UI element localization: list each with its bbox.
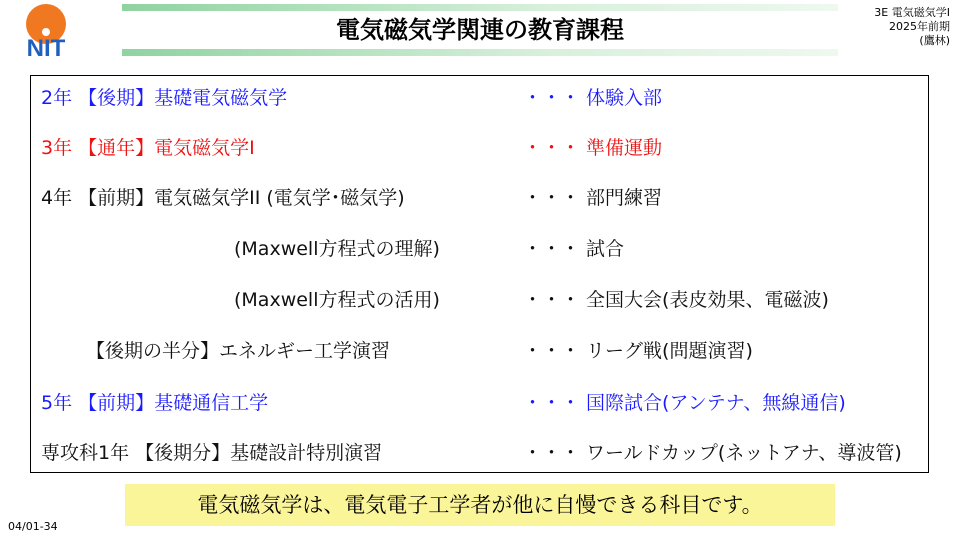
curriculum-row [31,128,928,168]
title-bar-bottom [122,49,838,56]
nit-logo [10,2,82,60]
curriculum-row [31,229,928,269]
curriculum-row [31,78,928,118]
curriculum-row [31,331,928,371]
course-label: (Maxwell方程式の理解) [234,238,440,260]
title-banner [122,4,838,56]
course-info [874,6,950,48]
course-label: 専攻科1年 【後期分】基礎設計特別演習 [41,442,383,464]
analogy-label: ・・・ 全国大会(表皮効果、電磁波) [523,289,829,311]
curriculum-row [31,433,928,473]
course-label: 3年 【通年】電気磁気学I [41,137,255,159]
curriculum-row [31,178,928,218]
summary-banner: 電気磁気学は、電気電子工学者が他に自慢できる科目です。 [125,484,835,526]
course-label: 5年 【前期】基礎通信工学 [41,392,269,414]
course-label: (Maxwell方程式の活用) [234,289,440,311]
slide-number: 04/01-34 [8,520,58,533]
curriculum-box [30,75,929,473]
analogy-label: ・・・ 試合 [523,238,625,260]
curriculum-row [31,280,928,320]
course-label: 4年 【前期】電気磁気学II (電気学･磁気学) [41,187,405,209]
course-label: 【後期の半分】エネルギー工学演習 [86,340,391,362]
sun-logo-icon [10,2,82,60]
course-name: 3E 電気磁気学I [874,6,950,19]
course-label: 2年 【後期】基礎電気磁気学 [41,87,288,109]
logo-text: NIT [26,35,66,60]
page-title: 電気磁気学関連の教育課程 [336,16,624,44]
course-term: 2025年前期 [889,20,950,33]
instructor-name: (鷹林) [919,34,950,47]
analogy-label: ・・・ 体験入部 [523,87,663,109]
curriculum-row [31,383,928,423]
analogy-label: ・・・ 国際試合(アンテナ、無線通信) [523,392,846,414]
analogy-label: ・・・ 準備運動 [523,137,663,159]
title-bar-top [122,4,838,11]
analogy-label: ・・・ リーグ戦(問題演習) [523,340,753,362]
analogy-label: ・・・ ワールドカップ(ネットアナ、導波管) [523,442,902,464]
analogy-label: ・・・ 部門練習 [523,187,663,209]
